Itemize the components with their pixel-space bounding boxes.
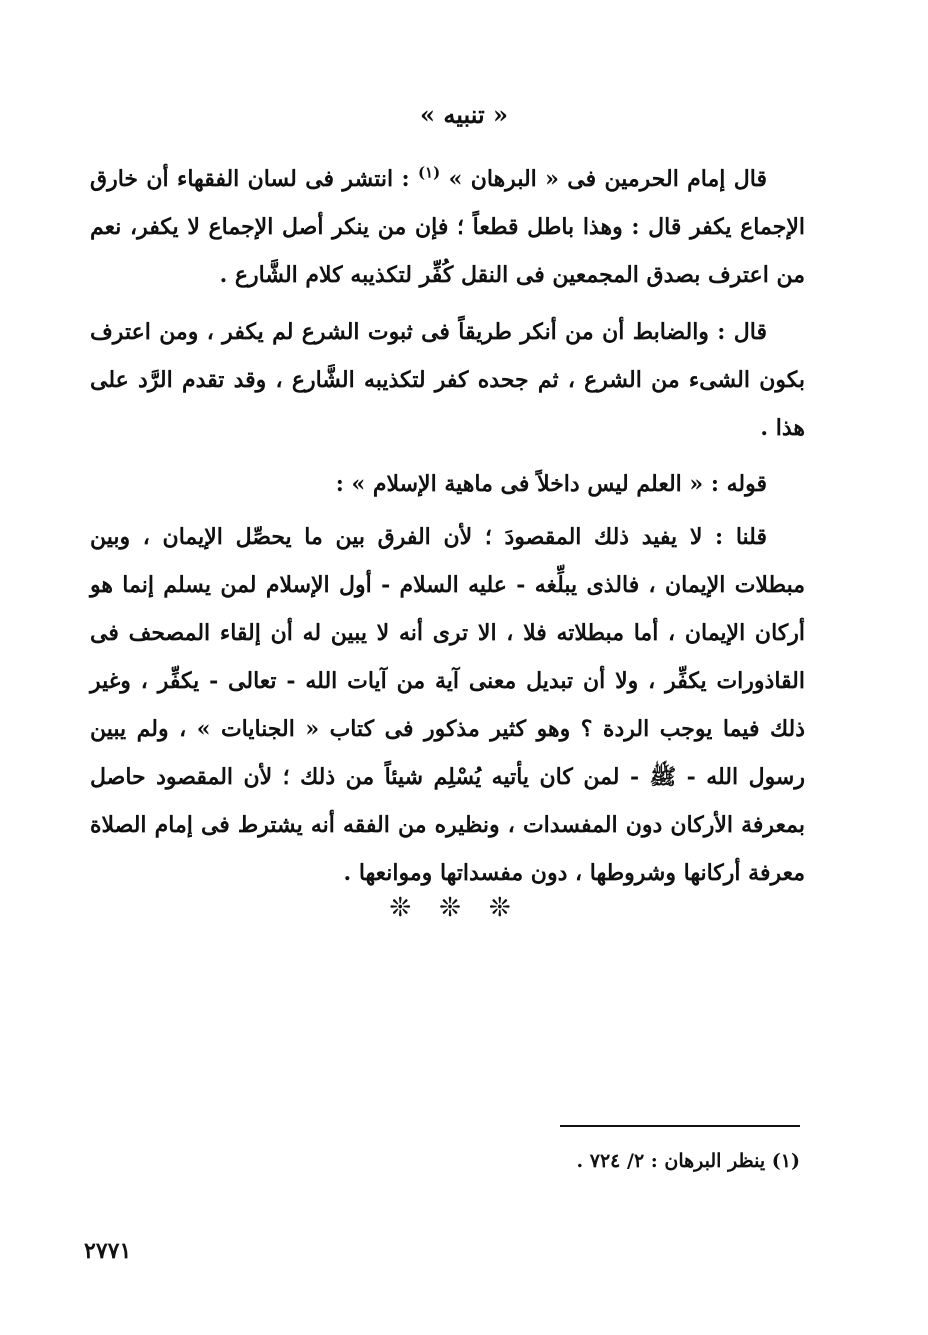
footnote: (١) ينظر البرهان : ٢/ ٧٢٤ .	[576, 1150, 800, 1172]
paragraph-1-text-start: قال إمام الحرمين فى « البرهان »	[440, 166, 767, 192]
paragraph-1	[90, 155, 805, 299]
section-heading: « تنبيه »	[420, 100, 508, 129]
paragraph-1-text-end: : انتشر فى لسان الفقهاء أن خارق الإجماع يكفر قال : وهذا باطل قطعاً ؛ فإن من ينكر أصل الإجماع لا يكفر، نعم من اعترف بصدق المجمعين فى النقل كُفِّر لتكذيبه كلام الشَّارع .	[90, 166, 805, 288]
paragraph-2: قال : والضابط أن من أنكر طريقاً فى ثبوت الشرع لم يكفر ، ومن اعترف بكون الشىء من الشرع ، ثم جحده كفر لتكذيبه الشَّارع ، وقد تقدم الرَّد على هذا .	[90, 319, 805, 441]
footnote-divider	[560, 1125, 800, 1127]
section-separator: ❊❊❊	[389, 893, 539, 923]
paragraph-4: قلنا : لا يفيد ذلك المقصودَ ؛ لأن الفرق بين ما يحصِّل الإيمان ، وبين مبطلات الإيمان ، فالذى يبلِّغه - عليه السلام - أول الإسلام لمن يسلم إنما هو أركان الإيمان ، أما مبطلاته فلا ، الا ترى أنه لا يبين له أن إلقاء المصحف فى القاذورات يكفِّر ، ولا أن تبديل معنى آية من آيات الله - تعالى - يكفِّر ، وغير ذلك فيما يوجب الردة ؟ وهو كثير مذكور فى كتاب « الجنايات » ، ولم يبين رسول الله - ﷺ - لمن كان يأتيه يُسْلِم شيئاً من ذلك ؛ لأن المقصود حاصل بمعرفة الأركان دون المفسدات ، ونظيره من الفقه أنه يشترط فى إمام الصلاة معرفة أركانها وشروطها ، دون مفسداتها وموانعها .	[90, 524, 805, 886]
footnote-reference: (١)	[417, 163, 441, 182]
page-number: ٢٧٧١	[84, 1238, 132, 1264]
paragraph-3: قوله : « العلم ليس داخلاً فى ماهية الإسلام » :	[335, 471, 767, 497]
